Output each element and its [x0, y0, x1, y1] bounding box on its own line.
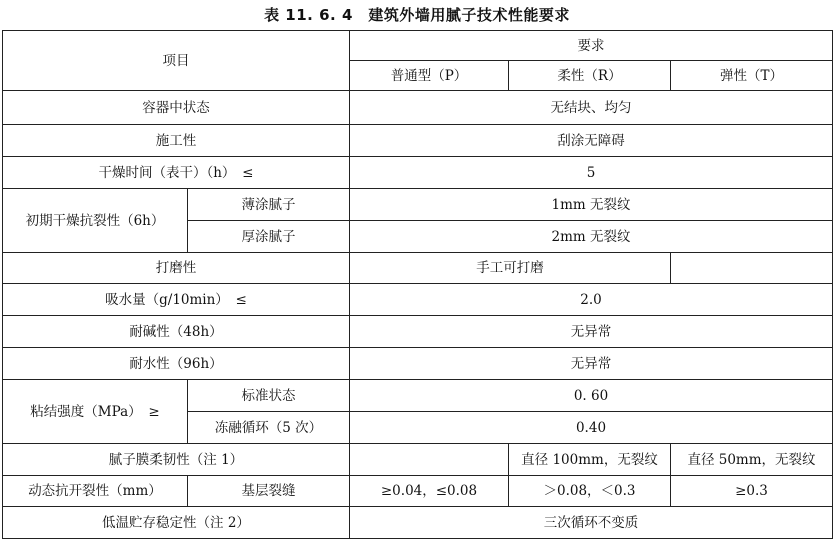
- row-value-t: 直径 50mm，无裂纹: [671, 444, 833, 476]
- row-sublabel: 基层裂缝: [188, 476, 350, 507]
- table-row: [3, 157, 833, 189]
- row-label: 动态抗开裂性（mm）: [3, 476, 188, 507]
- row-label: 施工性: [3, 125, 350, 157]
- table-row: [3, 476, 833, 507]
- row-value: 三次循环不变质: [350, 507, 833, 539]
- row-sublabel: 冻融循环（5 次）: [188, 412, 350, 444]
- header-type-t: 弹性（T）: [671, 61, 833, 91]
- header-item: 项目: [3, 31, 350, 91]
- table-row: [3, 380, 833, 412]
- row-value-p: ≥0.04，≤0.08: [350, 476, 509, 507]
- table-row: [3, 348, 833, 380]
- row-value: 无异常: [350, 348, 833, 380]
- table-row: [3, 507, 833, 539]
- header-type-r: 柔性（R）: [509, 61, 671, 91]
- row-value: 1mm 无裂纹: [350, 189, 833, 221]
- row-value: 刮涂无障碍: [350, 125, 833, 157]
- header-type-p: 普通型（P）: [350, 61, 509, 91]
- row-value: 无异常: [350, 316, 833, 348]
- row-value: 2mm 无裂纹: [350, 221, 833, 253]
- table-row: [3, 125, 833, 157]
- row-value: 手工可打磨: [350, 253, 671, 284]
- table-row: [3, 91, 833, 125]
- row-value-r: 直径 100mm，无裂纹: [509, 444, 671, 476]
- row-label: 低温贮存稳定性（注 2）: [3, 507, 350, 539]
- spec-table: [2, 30, 833, 539]
- row-label: 容器中状态: [3, 91, 350, 125]
- header-row: [3, 31, 833, 61]
- row-label: 耐碱性（48h）: [3, 316, 350, 348]
- row-label: 干燥时间（表干）（h） ≤: [3, 157, 350, 189]
- row-value-t: ≥0.3: [671, 476, 833, 507]
- row-value-t: [671, 253, 833, 284]
- row-label: 耐水性（96h）: [3, 348, 350, 380]
- table-row: [3, 444, 833, 476]
- row-value-r: ＞0.08，＜0.3: [509, 476, 671, 507]
- row-label: 粘结强度（MPa） ≥: [3, 380, 188, 444]
- table-row: [3, 316, 833, 348]
- row-value: 0. 60: [350, 380, 833, 412]
- table-row: [3, 189, 833, 221]
- row-value: 2.0: [350, 284, 833, 316]
- row-value: 5: [350, 157, 833, 189]
- row-value: 无结块、均匀: [350, 91, 833, 125]
- row-sublabel: 薄涂腻子: [188, 189, 350, 221]
- row-label: 吸水量（g/10min） ≤: [3, 284, 350, 316]
- row-label: 腻子膜柔韧性（注 1）: [3, 444, 350, 476]
- row-value: 0.40: [350, 412, 833, 444]
- row-sublabel: 厚涂腻子: [188, 221, 350, 253]
- header-requirement: 要求: [350, 31, 833, 61]
- table-row: [3, 284, 833, 316]
- row-label: 初期干燥抗裂性（6h）: [3, 189, 188, 253]
- row-value-p: [350, 444, 509, 476]
- row-sublabel: 标准状态: [188, 380, 350, 412]
- row-label: 打磨性: [3, 253, 350, 284]
- table-title: 表 11. 6. 4 建筑外墙用腻子技术性能要求: [264, 6, 570, 24]
- table-row: [3, 253, 833, 284]
